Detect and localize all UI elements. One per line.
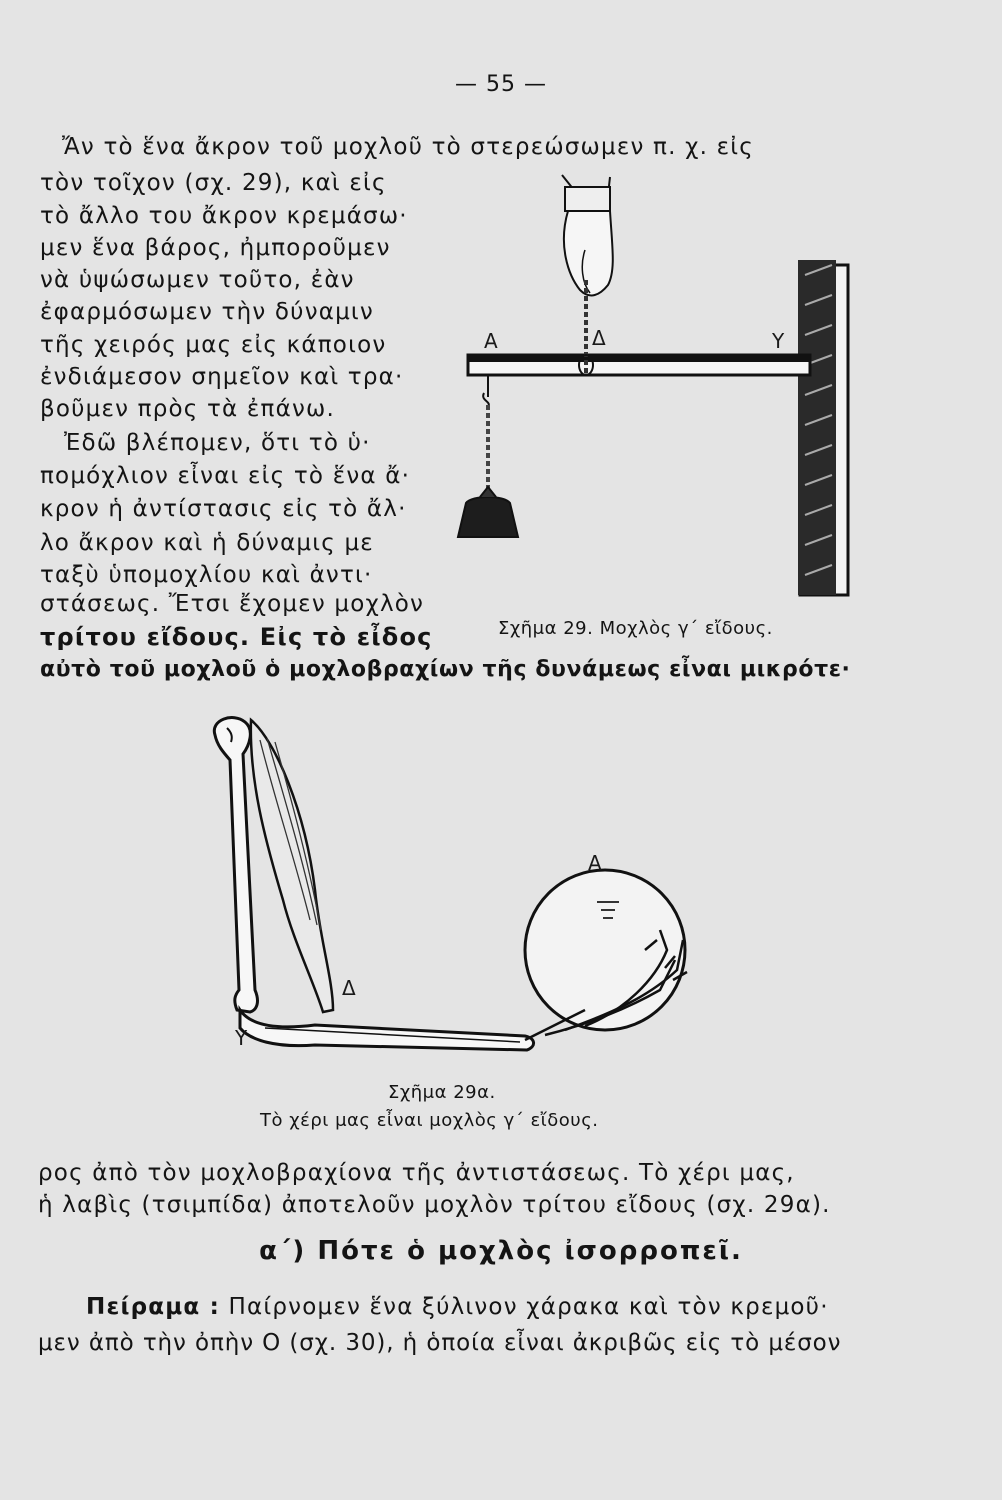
text-line: ἡ λαβὶς (τσιμπίδα) ἀποτελοῦν μοχλὸν τρίτου εἴδους (σχ. 29α). (38, 1192, 831, 1218)
hook (483, 375, 489, 407)
figure-29-caption: Σχῆμα 29. Μοχλὸς γ΄ εἴδους. (498, 618, 773, 639)
text-line: ρος ἀπὸ τὸν μοχλοβραχίονα τῆς ἀντιστάσεως. Τὸ χέρι μας, (38, 1160, 795, 1186)
text-line: τρίτου εἴδους. Εἰς τὸ εἶδος (40, 623, 433, 651)
page-number: — 55 — (455, 72, 547, 97)
text-line: πομόχλιον εἶναι εἰς τὸ ἕνα ἄ· (40, 463, 411, 489)
text-line: ἐφαρμόσωμεν τὴν δύναμιν (40, 299, 374, 325)
text-line: τὸν τοῖχον (σχ. 29), καὶ εἰς (40, 170, 387, 196)
figure-29-lever-diagram (450, 165, 870, 625)
section-heading: α΄) Πότε ὁ μοχλὸς ἰσορροπεῖ. (259, 1236, 743, 1266)
weight-handle (480, 487, 496, 497)
label-y: Υ (772, 329, 785, 353)
figure-29a-arm-diagram (205, 710, 705, 1060)
experiment-line2: μεν ἀπὸ τὴν ὀπὴν Ο (σχ. 30), ἡ ὁποία εἶναι ἀκριβῶς εἰς τὸ μέσον (38, 1330, 842, 1356)
forearm-bones (240, 1010, 534, 1050)
text-line: ταξὺ ὑπομοχλίου καὶ ἀντι· (40, 562, 373, 588)
text-line: Ἄν τὸ ἕνα ἄκρον τοῦ μοχλοῦ τὸ στερεώσωμεν π. χ. εἰς (62, 134, 754, 160)
text-line: νὰ ὑψώσωμεν τοῦτο, ἐὰν (40, 267, 355, 293)
figure-29a-caption-line2: Τὸ χέρι μας εἶναι μοχλὸς γ΄ εἴδους. (260, 1110, 599, 1131)
ball-shape (525, 870, 685, 1030)
text-line: ἐνδιάμεσον σημεῖον καὶ τρα· (40, 364, 404, 390)
label-a: Α (588, 851, 602, 875)
label-y: Υ (235, 1026, 248, 1050)
text-line: μεν ἕνα βάρος, ἠμποροῦμεν (40, 235, 391, 261)
text-line: τῆς χειρός μας εἰς κάποιον (40, 332, 387, 358)
text-line: βοῦμεν πρὸς τὰ ἐπάνω. (40, 396, 335, 422)
experiment-line1 (86, 1292, 829, 1322)
figure-29a-caption-line1: Σχῆμα 29α. (388, 1082, 496, 1103)
weight-shape (458, 497, 518, 537)
text-line: κρον ἡ ἀντίστασις εἰς τὸ ἄλ· (40, 496, 407, 522)
text-line: αὐτὸ τοῦ μοχλοῦ ὁ μοχλοβραχίων τῆς δυνάμεως εἶναι μικρότε· (40, 657, 851, 682)
text-line: Ἐδῶ βλέπομεν, ὅτι τὸ ὑ· (64, 430, 371, 456)
text-line: λο ἄκρον καὶ ἡ δύναμις με (40, 530, 374, 556)
lever-edge (468, 355, 810, 362)
text-line: στάσεως. Ἔτσι ἔχομεν μοχλὸν (40, 591, 425, 617)
experiment-label: Πείραμα : (86, 1294, 221, 1320)
biceps-muscle (251, 720, 333, 1012)
hand-drawing (562, 175, 613, 295)
label-a: Α (484, 329, 498, 353)
label-d: Δ (592, 326, 606, 350)
text-line: τὸ ἄλλο του ἄκρον κρεμάσω· (40, 203, 408, 229)
label-d: Δ (342, 976, 356, 1000)
upper-arm-bone (214, 718, 257, 1012)
wall-shape (798, 260, 848, 595)
experiment-text: Παίρνομεν ἕνα ξύλινον χάρακα καὶ τὸν κρεμοῦ· (220, 1294, 829, 1320)
